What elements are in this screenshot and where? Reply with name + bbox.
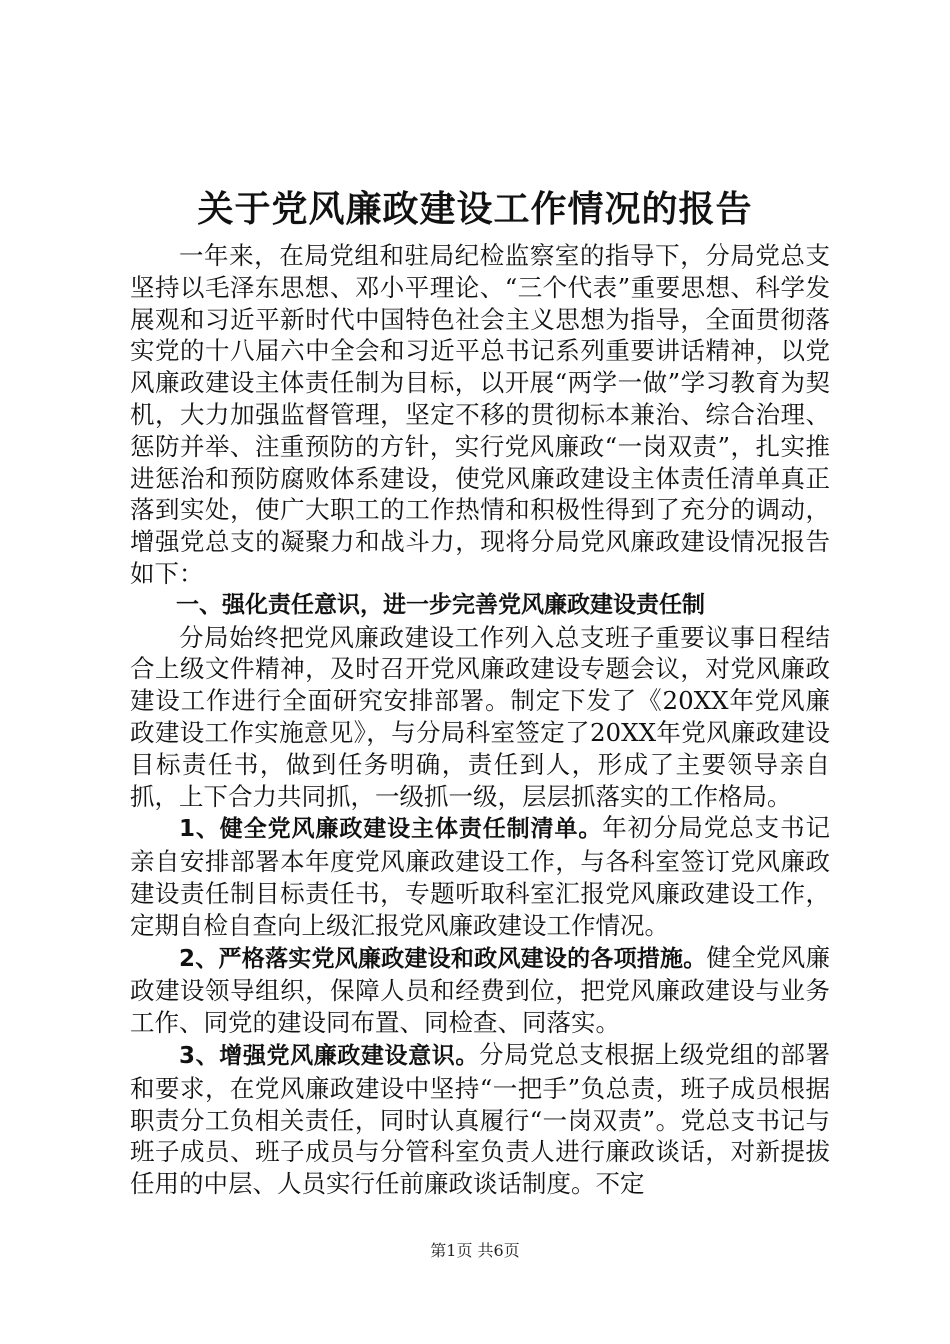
item-paragraph-1 [130, 812, 830, 941]
item-paragraph-2 [130, 942, 830, 1039]
item-paragraph-3 [130, 1039, 830, 1200]
item-lead-2: 2、严格落实党风廉政建设和政风建设的各项措施。 [179, 945, 707, 972]
document-body [130, 240, 830, 1200]
item-body-3: 分局党总支根据上级党组的部署和要求，在党风廉政建设中坚持“一把手”负总责，班子成员根据职责分工负相关责任，同时认真履行“一岗双责”。党总支书记与班子成员、班子成员与分管科室负责人进行廉政谈话，对新提拔任用的中层、人员实行任前廉政谈话制度。不定 [130, 1039, 830, 1199]
page-footer: 第1页 共6页 [430, 1241, 520, 1260]
section-paragraph: 分局始终把党风廉政建设工作列入总支班子重要议事日程结合上级文件精神，及时召开党风廉政建设专题会议，对党风廉政建设工作进行全面研究安排部署。制定下发了《20XX年党风廉政建设工作实施意见》，与分局科室签定了20XX年党风廉政建设目标责任书，做到任务明确，责任到人，形成了主要领导亲自抓，上下合力共同抓，一级抓一级，层层抓落实的工作格局。 [130, 622, 830, 811]
intro-paragraph: 一年来，在局党组和驻局纪检监察室的指导下，分局党总支坚持以毛泽东思想、邓小平理论、“三个代表”重要思想、科学发展观和习近平新时代中国特色社会主义思想为指导，全面贯彻落实党的十八届六中全会和习近平总书记系列重要讲话精神，以党风廉政建设主体责任制为目标，以开展“两学一做”学习教育为契机，大力加强监督管理，坚定不移的贯彻标本兼治、综合治理、惩防并举、注重预防的方针，实行党风廉政“一岗双责”，扎实推进惩治和预防腐败体系建设，使党风廉政建设主体责任清单真正落到实处，使广大职工的工作热情和积极性得到了充分的调动，增强党总支的凝聚力和战斗力，现将分局党风廉政建设情况报告如下： [130, 241, 830, 588]
document-title: 关于党风廉政建设工作情况的报告 [197, 188, 753, 230]
item-body-2: 健全党风廉政建设领导组织，保障人员和经费到位，把党风廉政建设与业务工作、同党的建设同布置、同检查、同落实。 [130, 942, 830, 1038]
item-lead-3: 3、增强党风廉政建设意识。 [179, 1042, 479, 1069]
item-lead-1: 1、健全党风廉政建设主体责任制清单。 [179, 816, 603, 843]
section-heading: 一、强化责任意识，进一步完善党风廉政建设责任制 [176, 591, 705, 618]
item-body-1: 年初分局党总支书记亲自安排部署本年度党风廉政建设工作，与各科室签订党风廉政建设责任制目标责任书，专题听取科室汇报党风廉政建设工作，定期自检自查向上级汇报党风廉政建设工作情况。 [130, 813, 830, 940]
